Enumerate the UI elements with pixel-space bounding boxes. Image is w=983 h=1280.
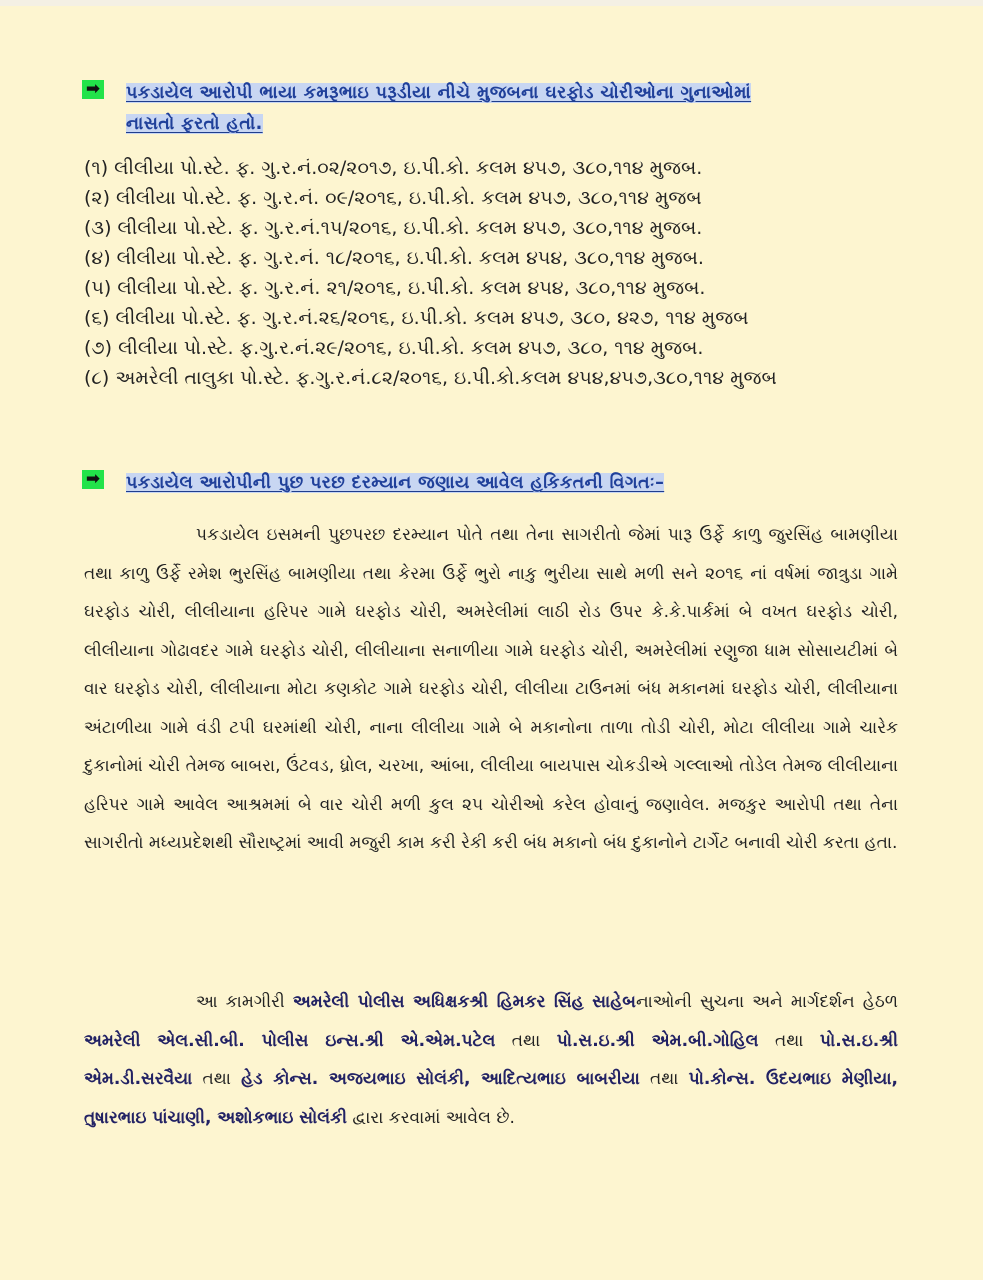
heading-interrogation-details [82,468,664,499]
list-item: (૮) અમરેલી તાલુકા પો.સ્ટે. ફ.ગુ.ર.નં.૮૨/૨૦૧૬, ઇ.પી.કો.કલમ ૪૫૪,૪૫૭,૩૮૦,૧૧૪ મુજબ [84,367,777,389]
credits-text-4: તથા [758,1030,820,1051]
list-item: (૧) લીલીયા પો.સ્ટે. ફ. ગુ.ર.નં.૦૨/૨૦૧૭, ઇ.પી.કો. કલમ ૪૫૭, ૩૮૦,૧૧૪ મુજબ. [84,157,703,179]
top-band [0,0,983,6]
heading-1-line-2: નાસતો ફરતો હતો. [126,114,263,134]
credits-constables: પો.કોન્સ. ઉદયભાઇ મેણીયા, તુષારભાઇ પાંચાણી, અશોકભાઇ સોલંકી [84,1069,898,1128]
heading-2-text [126,468,664,499]
list-item: (૪) લીલીયા પો.સ્ટે. ફ. ગુ.ર.નં. ૧૮/૨૦૧૬, ઇ.પી.કો. કલમ ૪૫૪, ૩૮૦,૧૧૪ મુજબ. [84,247,704,269]
right-arrow-icon: ➡ [82,470,104,489]
credits-text-7: દ્વારા કરવામાં આવેલ છે. [347,1107,515,1128]
details-text: પકડાયેલ ઇસમની પુછપરછ દરમ્યાન પોતે તથા તેના સાગરીતો જેમાં પારૂ ઉર્ફે કાળુ જુરસિંહ બામણીયા તથા કાળુ ઉર્ફે રમેશ ભુરસિંહ બામણીયા તથા કેરમા ઉર્ફે ભુરો નાકુ ભુરીયા સાથે મળી સને ૨૦૧૬ નાં વર્ષમાં જાત્રુડા ગામે ઘરફોડ ચોરી, લીલીયાના હરિપર ગામે ઘરફોડ ચોરી, અમરેલીમાં લાઠી રોડ ઉપર કે.કે.પાર્કમાં બે વખત ઘરફોડ ચોરી, લીલીયાના ગોઢાવદર ગામે ઘરફોડ ચોરી, લીલીયાના સનાળીયા ગામે ઘરફોડ ચોરી, અમરેલીમાં રણુજા ધામ સોસાયટીમાં બે વાર ઘરફોડ ચોરી, લીલીયાના મોટા કણકોટ ગામે ઘરફોડ ચોરી, લીલીયા ટાઉનમાં બંધ મકાનમાં ઘરફોડ ચોરી, લીલીયાના અંટાળીયા ગામે વંડી ટપી ઘરમાંથી ચોરી, નાના લીલીયા ગામે બે મકાનોના તાળા તોડી ચોરી, મોટા લીલીયા ગામે ચારેક દુકાનોમાં ચોરી તેમજ બાબરા, ઉંટવડ, ધ્રોલ, ચરખા, આંબા, લીલીયા બાયપાસ ચોકડીએ ગલ્લાઓ તોડેલ તેમજ લીલીયાના હરિપર ગામે આવેલ આશ્રમમાં બે વાર ચોરી મળી કુલ ૨૫ ચોરીઓ કરેલ હોવાનું જણાવેલ. મજકુર આરોપી તથા તેના સાગરીતો મધ્યપ્રદેશથી સૌરાષ્ટ્રમાં આવી મજુરી કામ કરી રેકી કરી બંધ મકાનો બંધ દુકાનોને ટાર્ગેટ બનાવી ચોરી કરતા હતા. [84,525,898,853]
heading-1-line-1: પકડાયેલ આરોપી ભાયા કમરૂભાઇ પરૂડીયા નીચે મુજબના ઘરફોડ ચોરીઓના ગુનાઓમાં [126,83,752,103]
credits-text-1: આ કામગીરી [196,992,293,1012]
list-item: (૩) લીલીયા પો.સ્ટે. ફ. ગુ.ર.નં.૧૫/૨૦૧૬, ઇ.પી.કો. કલમ ૪૫૭, ૩૮૦,૧૧૪ મુજબ. [84,217,703,239]
heading-2-line: પકડાયેલ આરોપીની પુછ પરછ દરમ્યાન જણાય આવેલ હકિકતની વિગતઃ– [126,473,665,493]
heading-accused-absconding [82,78,906,140]
credits-paragraph [84,983,898,1137]
credits-text-2: નાઓની સુચના અને માર્ગદર્શન હેઠળ [635,992,898,1012]
credits-officer-lcb: અમરેલી એલ.સી.બી. પોલીસ ઇન્સ.શ્રી એ.એમ.પટેલ [84,1030,496,1051]
credits-text-3: તથા [495,1030,557,1051]
list-item: (૬) લીલીયા પો.સ્ટે. ફ. ગુ.ર.નં.૨૬/૨૦૧૬, ઇ.પી.કો. કલમ ૪૫૭, ૩૮૦, ૪૨૭, ૧૧૪ મુજબ [84,307,749,329]
credits-text-5: તથા [192,1069,242,1089]
credits-text-6: તથા [639,1069,689,1089]
details-paragraph [84,516,898,863]
credits-officer-psi-2: પો.સ.ઇ.શ્રી એમ.ડી.સરવૈયા [84,1030,898,1089]
credits-officer-psi-1: પો.સ.ઇ.શ્રી એમ.બી.ગોહિલ [556,1030,759,1051]
heading-1-text [126,78,906,140]
credits-officer-sp: અમરેલી પોલીસ અધિક્ષકશ્રી હિમકર સિંહ સાહેબ [292,992,636,1012]
case-list [84,153,924,393]
right-arrow-icon: ➡ [82,80,104,99]
list-item: (૫) લીલીયા પો.સ્ટે. ફ. ગુ.ર.નં. ૨૧/૨૦૧૬, ઇ.પી.કો. કલમ ૪૫૪, ૩૮૦,૧૧૪ મુજબ. [84,277,706,299]
list-item: (૨) લીલીયા પો.સ્ટે. ફ. ગુ.ર.નં. ૦૯/૨૦૧૬, ઇ.પી.કો. કલમ ૪૫૭, ૩૮૦,૧૧૪ મુજબ [84,187,702,209]
list-item: (૭) લીલીયા પો.સ્ટે. ફ.ગુ.ર.નં.૨૯/૨૦૧૬, ઇ.પી.કો. કલમ ૪૫૭, ૩૮૦, ૧૧૪ મુજબ. [84,337,704,359]
credits-head-constables: હેડ કોન્સ. અજયભાઇ સોલંકી, આદિત્યભાઇ બાબરીયા [241,1069,640,1089]
